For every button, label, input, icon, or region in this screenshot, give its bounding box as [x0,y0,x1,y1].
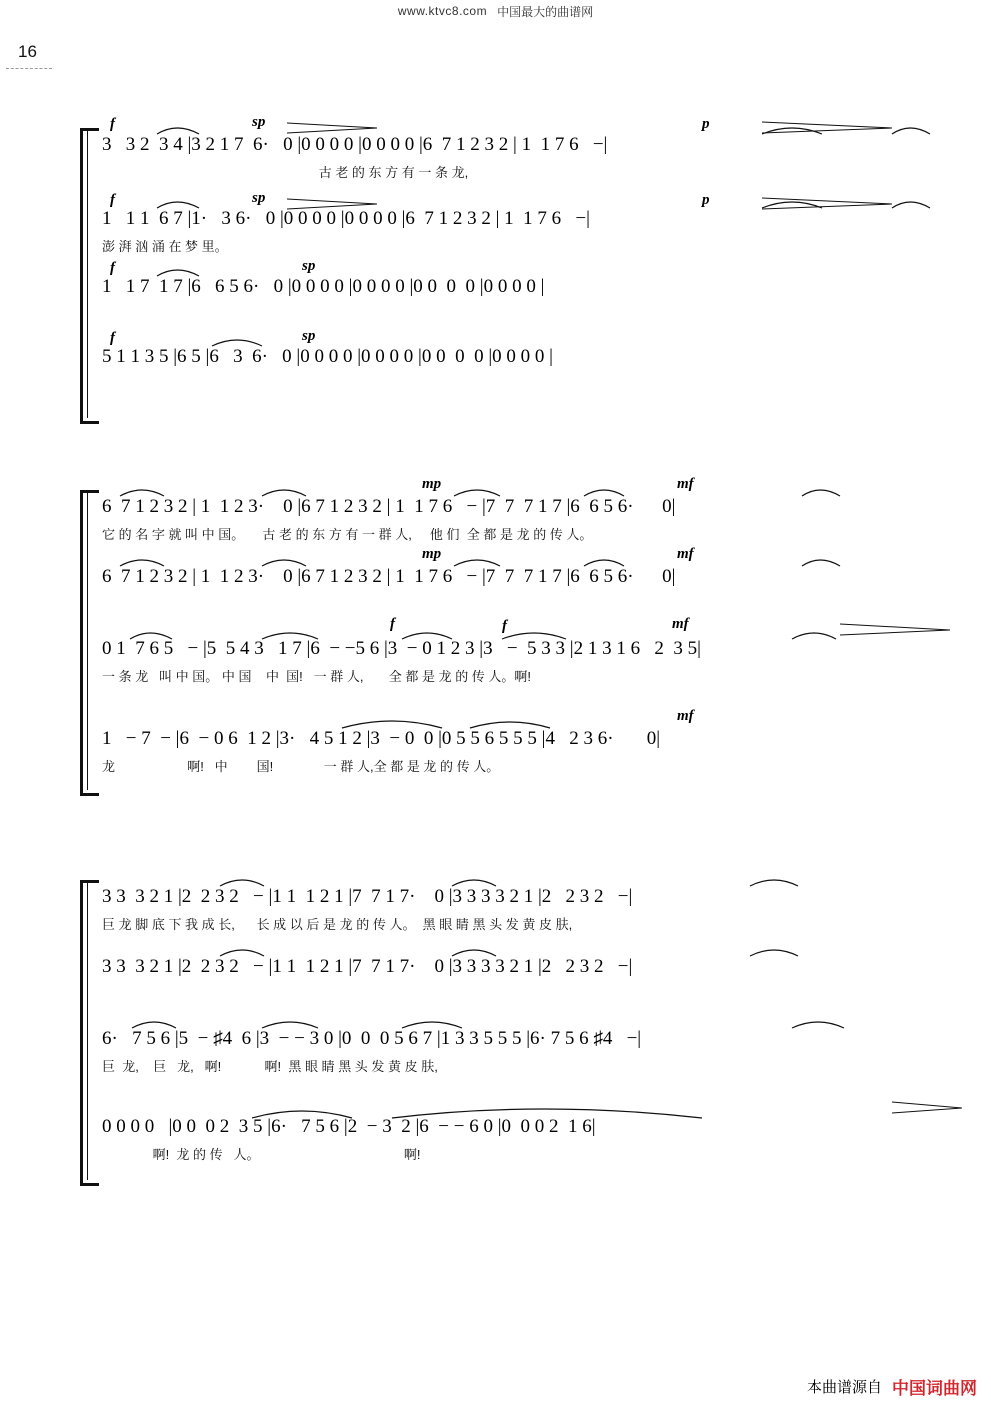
staff-soprano-2 [102,476,940,552]
lyric-row: 澎 湃 汹 涌 在 梦 里。 [102,239,228,254]
note-row: 3 3 2 3 4 |3 2 1 7 6· 0 |0 0 0 0 |0 0 0 0 |6 7 1 2 3 2 | 1 1 7 6 −| [102,134,608,155]
dynamic-sp: sp [302,258,316,274]
lyric-row: 巨 龙, 巨 龙, 啊! 啊! 黑 眼 睛 黑 头 发 黄 皮 肤, [102,1059,438,1074]
crescendo-hairpin [892,1100,962,1110]
note-row: 6 7 1 2 3 2 | 1 1 2 3· 0 |6 7 1 2 3 2 | 1 1 7 6 − |7 7 7 1 7 |6 6 5 6· 0| [102,566,676,587]
dynamic-f: f [110,116,115,132]
dynamic-mf: mf [677,708,694,724]
staff-soprano-3 [102,880,940,942]
staff-bass-1 [102,328,940,402]
staff-bass-2 [102,708,940,784]
staff-tenor-3 [102,1022,940,1100]
note-row: 0 0 0 0 |0 0 0 2 3 5 |6· 7 5 6 |2 − 3 2 |6 − − 6 0 |0 0 0 2 1 6| [102,1116,596,1137]
note-row: 6· 7 5 6 |5 − ♯4 6 |3 − − 3 0 |0 0 0 5 6 7 |1 3 3 5 5 5 |6· 7 5 6 ♯4 −| [102,1028,642,1049]
staff-alto-1 [102,190,940,264]
note-row: 3 3 3 2 1 |2 2 3 2 − |1 1 1 2 1 |7 7 1 7· 0 |3 3 3 3 2 1 |2 2 3 2 −| [102,956,633,977]
dynamic-f: f [110,192,115,208]
dynamic-f: f [502,618,507,634]
dynamic-mp: mp [422,546,442,562]
watermark-site-name: 中国最大的曲谱网 [497,4,594,19]
crescendo-hairpin [840,622,950,632]
lyric-row: 它 的 名 字 就 叫 中 国。 古 老 的 东 方 有 一 群 人, 他 们 全 都 是 龙 的 传 人。 [102,527,593,542]
dynamic-mf: mf [672,616,689,632]
system-bracket-inner [87,128,88,418]
score-system-1 [80,114,940,428]
footer-brand: 中国词曲网 [892,1379,977,1398]
dynamic-f: f [390,616,395,632]
footer-source-label: 本曲谱源自 [806,1379,882,1396]
decrescendo-hairpin [287,122,377,132]
dynamic-mf: mf [677,546,694,562]
crescendo-hairpin [762,196,892,206]
score-system-3 [80,880,940,1190]
page-number-rule [6,68,52,69]
lyric-row: 巨 龙 脚 底 下 我 成 长, 长 成 以 后 是 龙 的 传 人。 黑 眼 睛 黑 头 发 黄 皮 肤, [102,917,573,932]
dynamic-sp: sp [252,190,266,206]
system-bracket [80,880,99,1186]
system-bracket-inner [87,880,88,1180]
system-bracket-inner [87,490,88,790]
staff-alto-2 [102,546,940,622]
dynamic-p: p [702,192,710,208]
score-system-2 [80,476,940,820]
dynamic-mf: mf [677,476,694,492]
note-row: 1 − 7 − |6 − 0 6 1 2 |3· 4 5 1 2 |3 − 0 0 |0 5 5 6 5 5 5 |4 2 3 6· 0| [102,728,661,749]
dynamic-sp: sp [252,114,266,130]
dynamic-f: f [110,260,115,276]
dynamic-f: f [110,330,115,346]
note-row: 5 1 1 3 5 |6 5 |6 3 6· 0 |0 0 0 0 |0 0 0 0 |0 0 0 0 |0 0 0 0 | [102,346,553,367]
note-row: 0 1 7 6 5 − |5 5 4 3 1 7 |6 − −5 6 |3 − 0 1 2 3 |3 − 5 3 3 |2 1 3 1 6 2 3 5| [102,638,701,659]
page-number: 16 [18,42,37,61]
footer-source [807,1374,977,1399]
lyric-row: 古 老 的 东 方 有 一 条 龙, [102,165,469,180]
system-bracket [80,490,99,796]
staff-alto-3 [102,950,940,1012]
staff-tenor-1 [102,258,940,332]
staff-bass-3 [102,1110,940,1172]
staff-soprano-1 [102,114,940,190]
lyric-row: 龙 啊! 中 国! 一 群 人,全 都 是 龙 的 传 人。 [102,759,500,774]
top-watermark-bar [0,0,991,22]
watermark-url: www.ktvc8.com [397,4,488,18]
crescendo-hairpin [762,120,892,130]
note-row: 1 1 7 1 7 |6 6 5 6· 0 |0 0 0 0 |0 0 0 0 |0 0 0 0 |0 0 0 0 | [102,276,545,297]
music-score [80,110,940,1260]
lyric-row: 啊! 龙 的 传 人。 啊! [102,1147,421,1162]
staff-tenor-2 [102,616,940,710]
note-row: 6 7 1 2 3 2 | 1 1 2 3· 0 |6 7 1 2 3 2 | 1 1 7 6 − |7 7 7 1 7 |6 6 5 6· 0| [102,496,676,517]
system-bracket [80,128,99,424]
dynamic-p: p [702,116,710,132]
dynamic-mp: mp [422,476,442,492]
decrescendo-hairpin [287,198,377,208]
lyric-row: 一 条 龙 叫 中 国。 中 国 中 国! 一 群 人, 全 都 是 龙 的 传 人。啊! [102,669,532,684]
note-row: 1 1 1 6 7 |1· 3 6· 0 |0 0 0 0 |0 0 0 0 |6 7 1 2 3 2 | 1 1 7 6 −| [102,208,590,229]
note-row: 3 3 3 2 1 |2 2 3 2 − |1 1 1 2 1 |7 7 1 7· 0 |3 3 3 3 2 1 |2 2 3 2 −| [102,886,633,907]
dynamic-sp: sp [302,328,316,344]
